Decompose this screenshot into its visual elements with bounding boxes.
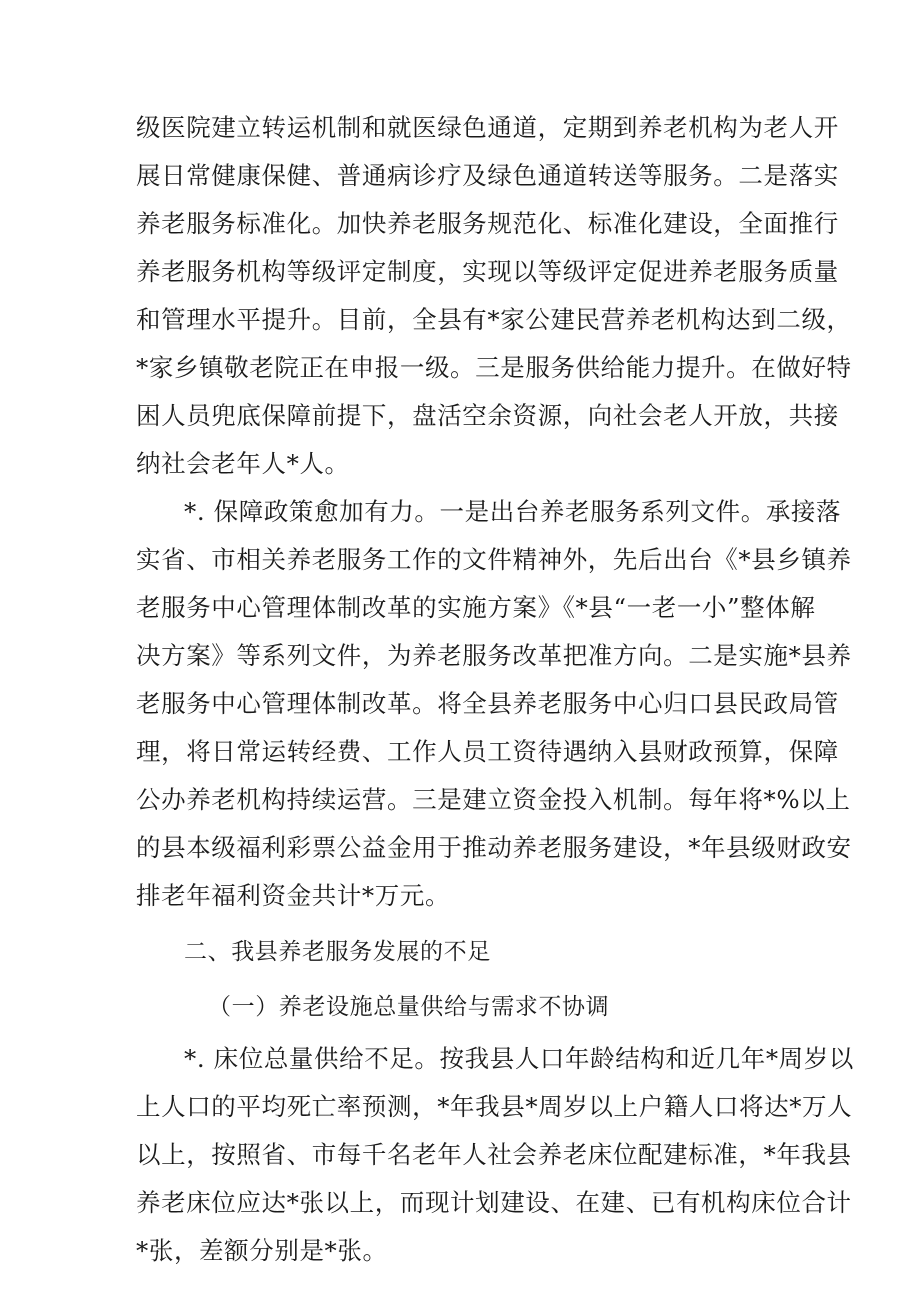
paragraph-1-line-2: 展日常健康保健、普通病诊疗及绿色通道转送等服务。二是落实	[136, 161, 839, 190]
paragraph-2-line-8: 的县本级福利彩票公益金用于推动养老服务建设，*年县级财政安	[136, 833, 852, 862]
paragraph-2-line-3: 老服务中心管理体制改革的实施方案》《*县“一老一小”整体解	[136, 593, 816, 622]
paragraph-3-line-3: 以上，按照省、市每千名老年人社会养老床位配建标准，*年我县	[136, 1140, 852, 1169]
paragraph-1-line-8: 纳社会老年人*人。	[136, 449, 350, 478]
paragraph-1-line-5: 和管理水平提升。目前，全县有*家公建民营养老机构达到二级，	[136, 305, 852, 334]
paragraph-1-line-3: 养老服务标准化。加快养老服务规范化、标准化建设，全面推行	[136, 209, 839, 238]
paragraph-2-line-6: 理，将日常运转经费、工作人员工资待遇纳入县财政预算，保障	[136, 737, 839, 766]
paragraph-3-line-4: 养老床位应达*张以上，而现计划建设、在建、已有机构床位合计	[136, 1188, 852, 1217]
paragraph-2-line-2: 实省、市相关养老服务工作的文件精神外，先后出台《*县乡镇养	[136, 545, 852, 574]
subsection-heading: （一）养老设施总量供给与需求不协调	[208, 994, 610, 1020]
paragraph-1-line-4: 养老服务机构等级评定制度，实现以等级评定促进养老服务质量	[136, 257, 839, 286]
paragraph-3-line-5: *张，差额分别是*张。	[136, 1236, 388, 1265]
paragraph-2-line-7: 公办养老机构持续运营。三是建立资金投入机制。每年将*%以上	[136, 785, 851, 814]
paragraph-1-line-7: 困人员兜底保障前提下，盘活空余资源，向社会老人开放，共接	[136, 401, 839, 430]
paragraph-2-line-5: 老服务中心管理体制改革。将全县养老服务中心归口县民政局管	[136, 689, 839, 718]
paragraph-2-line-9: 排老年福利资金共计*万元。	[136, 881, 451, 910]
paragraph-1-line-1: 级医院建立转运机制和就医绿色通道，定期到养老机构为老人开	[136, 113, 839, 142]
paragraph-2-line-4: 决方案》等系列文件，为养老服务改革把准方向。二是实施*县养	[136, 641, 852, 670]
paragraph-3-line-2: 上人口的平均死亡率预测，*年我县*周岁以上户籍人口将达*万人	[136, 1092, 853, 1121]
paragraph-2-line-1: *. 保障政策愈加有力。一是出台养老服务系列文件。承接落	[184, 497, 842, 526]
paragraph-3-line-1: *. 床位总量供给不足。按我县人口年龄结构和近几年*周岁以	[184, 1044, 854, 1073]
paragraph-1-line-6: *家乡镇敬老院正在申报一级。三是服务供给能力提升。在做好特	[136, 353, 852, 382]
section-heading: 二、我县养老服务发展的不足	[184, 939, 491, 965]
